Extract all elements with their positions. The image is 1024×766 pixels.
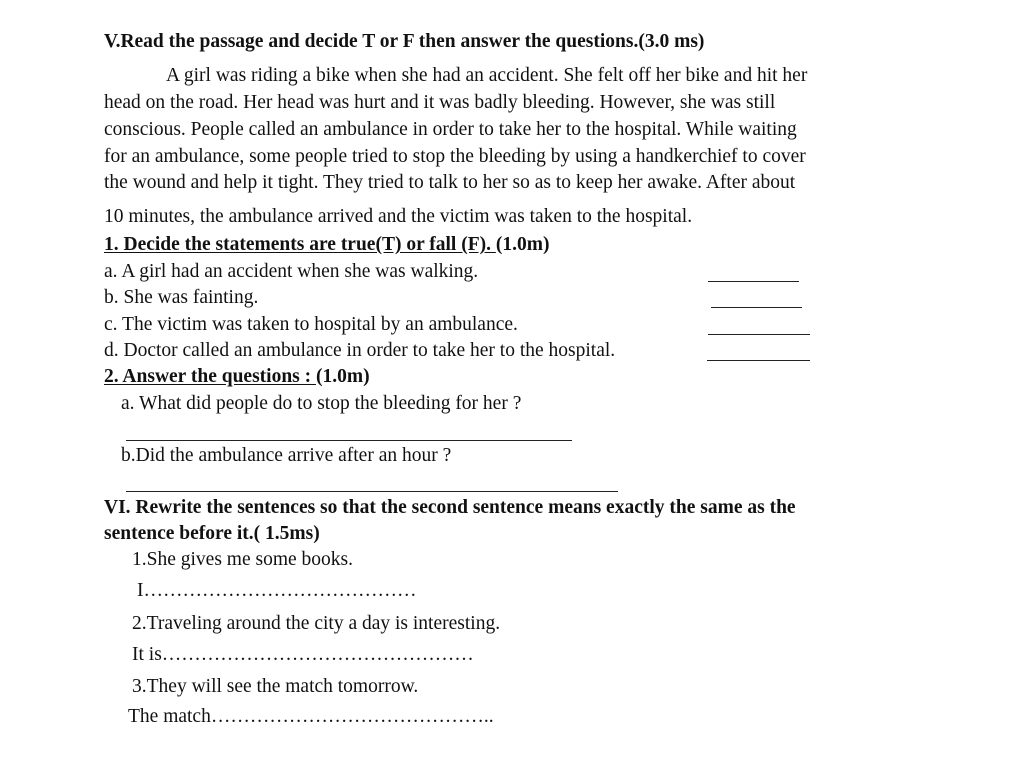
answer-line-b[interactable]	[126, 491, 618, 492]
part-1-heading-title: 1. Decide the statements are true(T) or fall (F).	[104, 234, 496, 255]
answer-blank-b[interactable]	[711, 307, 802, 308]
passage-line: the wound and help it tight. They tried to talk to her so as to keep her awake. After about	[104, 172, 796, 193]
passage-line: head on the road. Her head was hurt and it was badly bleeding. However, she was still	[104, 92, 776, 113]
section-6-heading-line2: sentence before it.( 1.5ms)	[104, 523, 320, 544]
statement-c: c. The victim was taken to hospital by an ambulance.	[104, 314, 518, 335]
part-1-heading	[104, 235, 549, 255]
rewrite-prompt-3[interactable]: The match……………………………………..	[128, 706, 494, 727]
question-b: b.Did the ambulance arrive after an hour ?	[121, 445, 452, 466]
passage-line: A girl was riding a bike when she had an accident. She felt off her bike and hit her	[166, 65, 808, 86]
rewrite-sentence-3: 3.They will see the match tomorrow.	[132, 676, 419, 697]
question-a: a. What did people do to stop the bleeding for her ?	[121, 393, 522, 414]
rewrite-sentence-1: 1.She gives me some books.	[132, 549, 353, 570]
passage-line: conscious. People called an ambulance in order to take her to the hospital. While waiting	[104, 119, 797, 140]
statement-a: a. A girl had an accident when she was walking.	[104, 261, 479, 282]
part-1-points: (1.0m)	[495, 234, 550, 255]
answer-line-a[interactable]	[126, 440, 572, 441]
rewrite-sentence-2: 2.Traveling around the city a day is interesting.	[132, 613, 501, 634]
answer-blank-a[interactable]	[708, 281, 799, 282]
part-2-heading	[104, 367, 370, 387]
passage-line: 10 minutes, the ambulance arrived and the victim was taken to the hospital.	[104, 206, 693, 227]
rewrite-prompt-1[interactable]: I……………………………………	[137, 580, 417, 601]
rewrite-prompt-2[interactable]: It is…………………………………………	[132, 644, 474, 665]
statement-b: b. She was fainting.	[104, 287, 259, 308]
section-5-heading: V.Read the passage and decide T or F then answer the questions.(3.0 ms)	[104, 31, 705, 52]
answer-blank-d[interactable]	[707, 360, 810, 361]
part-2-points: (1.0m)	[316, 366, 370, 387]
answer-blank-c[interactable]	[708, 334, 810, 335]
passage-line: for an ambulance, some people tried to stop the bleeding by using a handkerchief to cover	[104, 146, 806, 167]
statement-d: d. Doctor called an ambulance in order to take her to the hospital.	[104, 340, 616, 361]
part-2-heading-title: 2. Answer the questions :	[104, 366, 316, 387]
section-6-heading-line1: VI. Rewrite the sentences so that the second sentence means exactly the same as the	[104, 497, 796, 518]
